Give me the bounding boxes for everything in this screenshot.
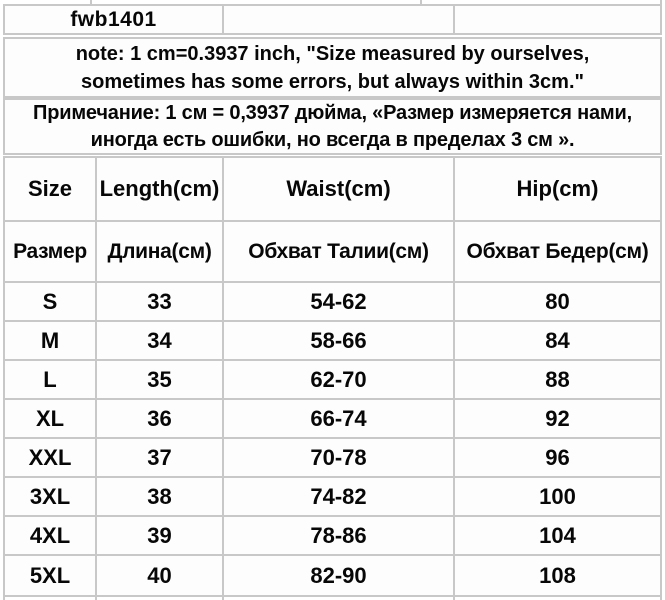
- length-cell: 35: [97, 361, 224, 398]
- header-hip: Hip(cm): [516, 176, 599, 201]
- product-code: fwb1401: [70, 7, 157, 31]
- hip-cell: 108: [539, 562, 576, 588]
- note-english: [3, 37, 662, 98]
- size-cell: XXL: [5, 439, 97, 476]
- header-length: Length(cm): [97, 158, 224, 220]
- waist-cell: 74-82: [224, 478, 455, 515]
- table-row: [5, 478, 660, 517]
- size-cell: M: [5, 322, 97, 359]
- note-russian-line2: иногда есть ошибки, но всегда в пределах 3 см ».: [90, 128, 575, 151]
- length-cell: 36: [97, 400, 224, 437]
- waist-cell: 78-86: [224, 517, 455, 554]
- waist-cell: 54-62: [224, 283, 455, 320]
- waist-cell: 58-66: [224, 322, 455, 359]
- length-cell: 39: [97, 517, 224, 554]
- note-russian-line1: Примечание: 1 см = 0,3937 дюйма, «Размер измеряется нами,: [33, 101, 632, 124]
- header-hip-ru: Обхват Бедер(см): [466, 239, 649, 263]
- note-english-line2: sometimes has some errors, but always within 3cm.": [81, 70, 584, 93]
- product-code-row: [3, 4, 662, 35]
- size-cell: 3XL: [5, 478, 97, 515]
- length-cell: 34: [97, 322, 224, 359]
- hip-cell: 88: [545, 366, 570, 392]
- table-row: [5, 361, 660, 400]
- size-cell: 4XL: [5, 517, 97, 554]
- size-table: [3, 156, 662, 597]
- length-cell: 38: [97, 478, 224, 515]
- hip-cell: 104: [539, 522, 576, 548]
- hip-cell: 100: [539, 483, 576, 509]
- table-row: [5, 556, 660, 595]
- hip-cell: 96: [545, 444, 570, 470]
- length-cell: 40: [97, 556, 224, 595]
- note-russian: [3, 98, 662, 155]
- size-cell: XL: [5, 400, 97, 437]
- size-cell: S: [5, 283, 97, 320]
- waist-cell: 82-90: [224, 556, 455, 595]
- hip-cell: 84: [545, 327, 570, 353]
- header-size-ru: Размер: [5, 222, 97, 281]
- table-row: [5, 322, 660, 361]
- waist-cell: 70-78: [224, 439, 455, 476]
- header-row-english: [5, 158, 660, 222]
- product-code-cell: [5, 6, 224, 33]
- header-size: Size: [5, 158, 97, 220]
- empty-cell: [455, 6, 660, 33]
- table-row: [5, 517, 660, 556]
- size-cell: L: [5, 361, 97, 398]
- hip-cell: 92: [545, 405, 570, 431]
- length-cell: 37: [97, 439, 224, 476]
- hip-cell: 80: [545, 288, 570, 314]
- header-row-russian: [5, 222, 660, 283]
- table-row: [5, 439, 660, 478]
- empty-cell: [224, 6, 455, 33]
- header-length-ru: Длина(см): [97, 222, 224, 281]
- note-english-line1: note: 1 cm=0.3937 inch, "Size measured by ourselves,: [75, 42, 590, 65]
- table-row: [5, 400, 660, 439]
- table-row: [5, 283, 660, 322]
- length-cell: 33: [97, 283, 224, 320]
- size-cell: 5XL: [5, 556, 97, 595]
- header-waist-ru: Обхват Талии(см): [224, 222, 455, 281]
- waist-cell: 62-70: [224, 361, 455, 398]
- waist-cell: 66-74: [224, 400, 455, 437]
- header-waist: Waist(cm): [224, 158, 455, 220]
